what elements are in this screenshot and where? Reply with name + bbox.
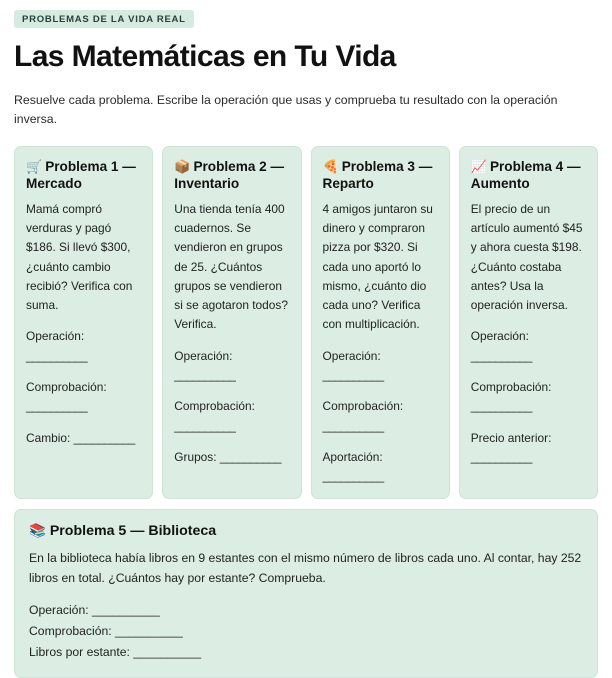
problem-card-3-body: 4 amigos juntaron su dinero y compraron pizza por $320. Si cada uno aportó lo mismo, ¿cuánto dio cada uno? Verifica con multiplicación. [322, 201, 433, 332]
problem-card-3 [311, 146, 450, 500]
field-label: Comprobación: [26, 379, 107, 394]
problem-card-2 [162, 146, 301, 500]
problem-card-2-heading [174, 158, 289, 193]
field-blank[interactable]: __________ [322, 418, 384, 433]
problem-card-3-field-comprobacion [323, 397, 438, 436]
field-blank[interactable]: __________ [322, 367, 384, 382]
field-label: Comprobación: [29, 624, 112, 639]
field-label: Precio anterior: [470, 430, 552, 445]
problem-card-4-heading [471, 158, 586, 193]
problem-card-5-field-comprobacion [29, 621, 583, 642]
problem-card-3-field-operacion [323, 347, 438, 386]
field-blank[interactable]: __________ [470, 449, 532, 464]
problem-card-4 [459, 146, 598, 500]
field-label: Operación: [322, 348, 381, 363]
problem-card-5 [14, 509, 598, 678]
problem-card-3-heading [323, 158, 438, 193]
field-label: Comprobación: [174, 399, 255, 414]
page-title: Las Matemáticas en Tu Vida [14, 40, 396, 73]
field-blank[interactable]: __________ [133, 645, 202, 660]
problem-card-4-field-precio-anterior [471, 429, 586, 468]
problem-card-4-body: El precio de un artículo aumentó $45 y ahora cuesta $198. ¿Cuánto costaba antes? Usa la operación inversa. [470, 201, 583, 313]
shopping-cart-icon: 🛒 [26, 158, 43, 174]
problem-card-4-title: Problema 4 — Aumento [470, 158, 581, 192]
field-label: Grupos: [174, 449, 217, 464]
problem-card-1-heading [26, 158, 141, 193]
problem-card-2-field-grupos [174, 448, 289, 467]
problem-card-5-body: En la biblioteca había libros en 9 estantes con el mismo número de libros cada uno. Al contar, hay 252 libros en total. ¿Cuántos hay por estante? Comprueba. [29, 550, 582, 585]
package-box-icon: 📦 [174, 158, 191, 174]
problem-card-5-field-operacion [29, 600, 583, 621]
field-label: Operación: [26, 329, 85, 344]
field-blank[interactable]: __________ [26, 399, 88, 414]
field-blank[interactable]: __________ [322, 469, 384, 484]
field-blank[interactable]: __________ [26, 348, 88, 363]
problem-card-1-title: Problema 1 — Mercado [26, 158, 136, 192]
field-label: Comprobación: [470, 379, 552, 394]
field-blank[interactable]: __________ [115, 624, 183, 639]
field-blank[interactable]: __________ [174, 418, 236, 433]
problem-card-2-title: Problema 2 — Inventario [174, 158, 285, 192]
intro-text: Resuelve cada problema. Escribe la operación que usas y comprueba tu resultado con la operación inversa. [14, 92, 558, 126]
problem-card-5-field-libros-por-estante [29, 642, 583, 663]
problem-card-1-field-cambio [26, 429, 141, 448]
problem-card-5-title: Problema 5 — Biblioteca [49, 523, 217, 540]
field-label: Comprobación: [322, 399, 404, 414]
field-blank[interactable]: __________ [92, 603, 160, 618]
books-icon: 📚 [29, 523, 46, 539]
problem-card-3-title: Problema 3 — Reparto [322, 158, 433, 192]
problem-card-1 [14, 146, 153, 500]
pizza-slice-icon: 🍕 [322, 158, 339, 174]
field-label: Operación: [470, 329, 529, 344]
problem-card-1-body: Mamá compró verduras y pagó $186. Si llevó $300, ¿cuánto cambio recibió? Verifica con suma. [26, 201, 133, 313]
problem-card-4-field-operacion [471, 327, 586, 366]
problem-card-1-field-comprobacion [26, 378, 141, 417]
problem-card-grid [14, 146, 598, 500]
problem-card-2-body: Una tienda tenía 400 cuadernos. Se vendieron en grupos de 25. ¿Cuántos grupos se vendieron si se agotaron todos? Verifica. [174, 201, 288, 332]
problem-card-5-heading [29, 522, 583, 540]
problem-card-2-field-comprobacion [174, 397, 289, 436]
problem-card-1-field-operacion [26, 327, 141, 366]
chart-increasing-icon: 📈 [470, 158, 487, 174]
field-blank[interactable]: __________ [73, 430, 135, 445]
problem-card-2-field-operacion [174, 347, 289, 386]
field-blank[interactable]: __________ [470, 399, 532, 414]
eyebrow-badge: PROBLEMAS DE LA VIDA REAL [14, 10, 194, 28]
field-blank[interactable]: __________ [219, 449, 281, 464]
problem-card-4-field-comprobacion [471, 378, 586, 417]
problem-card-3-field-aportacion [323, 448, 438, 487]
field-label: Operación: [29, 603, 89, 618]
field-blank[interactable]: __________ [174, 367, 236, 382]
field-label: Aportación: [322, 449, 383, 464]
field-label: Libros por estante: [29, 645, 130, 660]
field-blank[interactable]: __________ [470, 348, 532, 363]
field-label: Cambio: [26, 430, 71, 445]
field-label: Operación: [174, 348, 233, 363]
